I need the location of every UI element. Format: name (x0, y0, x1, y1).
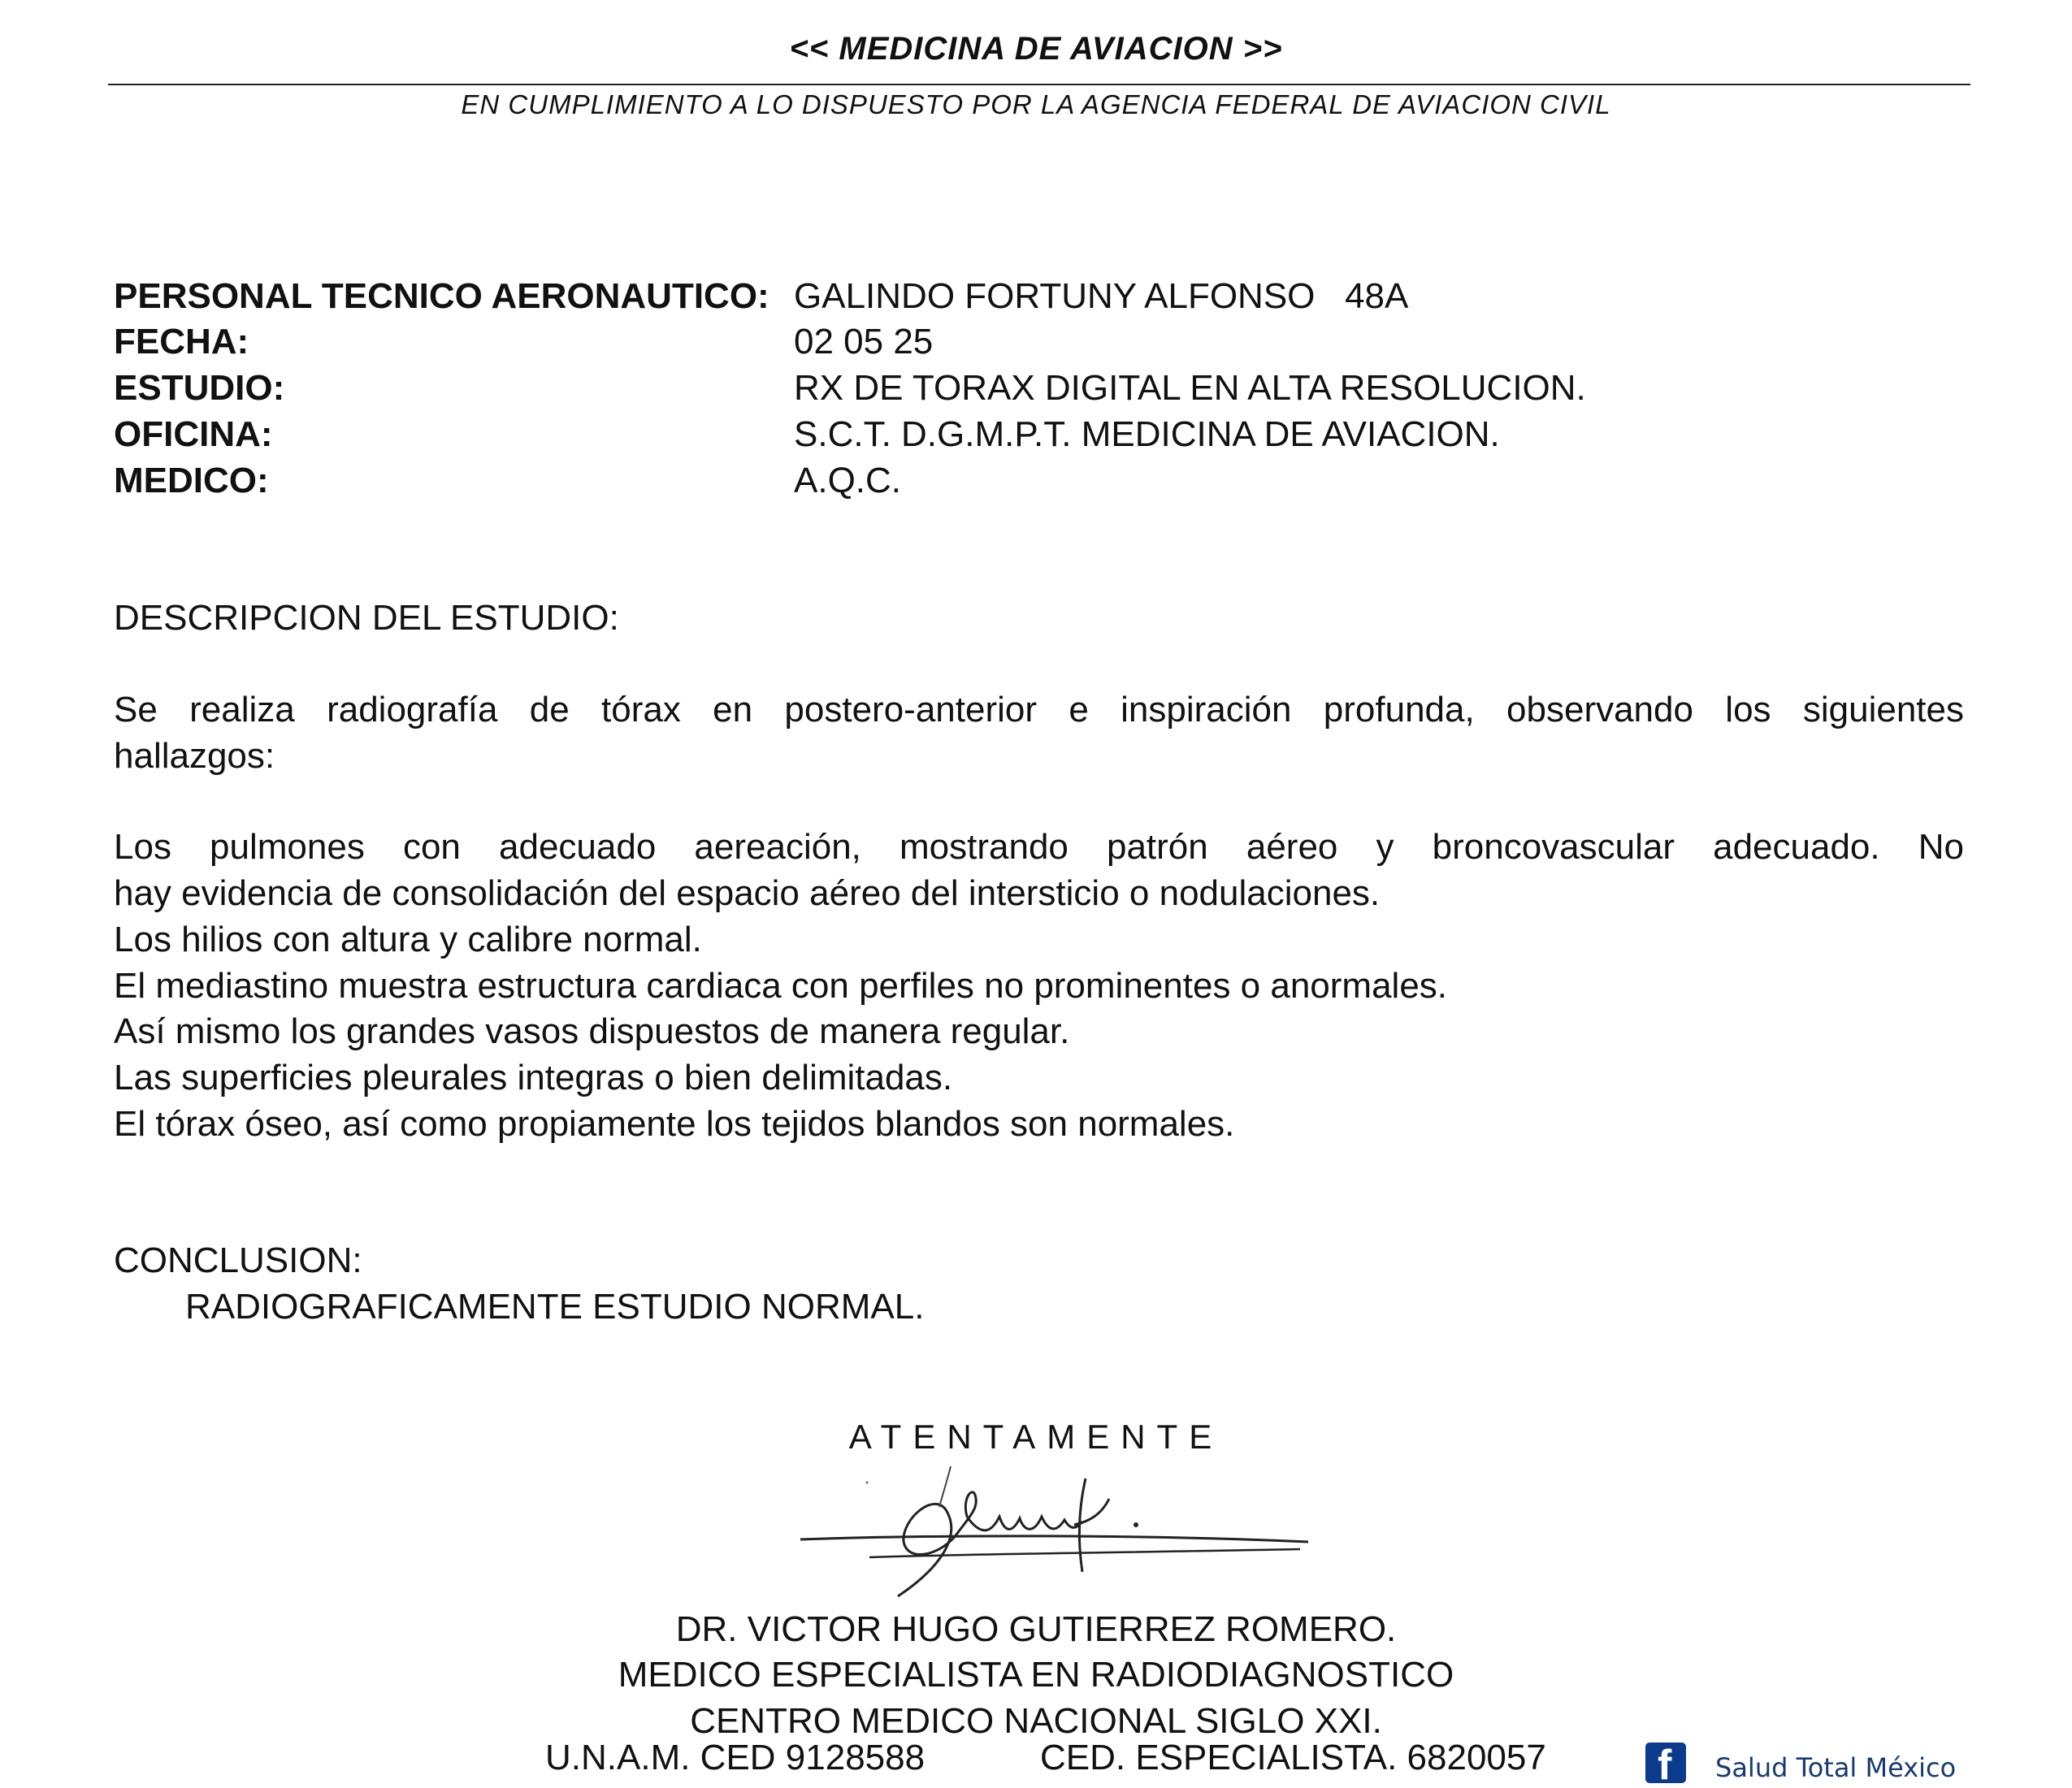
field-personal-label: PERSONAL TECNICO AERONAUTICO: (114, 276, 769, 316)
doctor-specialty: MEDICO ESPECIALISTA EN RADIODIAGNOSTICO (618, 1655, 1454, 1695)
description-heading: DESCRIPCION DEL ESTUDIO: (114, 598, 619, 638)
report-subtitle: EN CUMPLIMIENTO A LO DISPUESTO POR LA AGENCIA FEDERAL DE AVIACION CIVIL (461, 89, 1611, 119)
doctor-institution: CENTRO MEDICO NACIONAL SIGLO XXI. (690, 1701, 1382, 1741)
handwritten-signature (780, 1450, 1349, 1604)
unam-cedula: U.N.A.M. CED 9128588 (545, 1738, 925, 1777)
field-fecha-label: FECHA: (114, 322, 249, 361)
conclusion-text: RADIOGRAFICAMENTE ESTUDIO NORMAL. (185, 1287, 925, 1327)
field-estudio-label: ESTUDIO: (114, 368, 285, 408)
findings-line: El mediastino muestra estructura cardiaca con perfiles no prominentes o anormales. (114, 966, 1448, 1006)
closing-salutation: ATENTAMENTE (848, 1418, 1224, 1456)
header-divider (108, 84, 1970, 85)
specialist-cedula: CED. ESPECIALISTA. 6820057 (1040, 1738, 1546, 1777)
findings-line: Las superficies pleurales integras o bien delimitadas. (114, 1058, 953, 1097)
doctor-name: DR. VICTOR HUGO GUTIERREZ ROMERO. (675, 1609, 1397, 1649)
findings-line: Los hilios con altura y calibre normal. (114, 920, 702, 959)
findings-line: El tórax óseo, así como propiamente los tejidos blandos son normales. (114, 1104, 1235, 1144)
field-medico-value: A.Q.C. (794, 461, 902, 500)
description-intro-line: Se realiza radiografía de tórax en postero-anterior e inspiración profunda, observando los siguientes (114, 690, 1964, 729)
description-intro-line: hallazgos: (114, 736, 275, 776)
report-title: << MEDICINA DE AVIACION >> (789, 31, 1283, 67)
field-personal-value: GALINDO FORTUNY ALFONSO 48A (794, 276, 1409, 316)
findings-line: Así mismo los grandes vasos dispuestos de manera regular. (114, 1011, 1070, 1051)
findings-line: hay evidencia de consolidación del espacio aéreo del intersticio o nodulaciones. (114, 873, 1381, 913)
facebook-icon: f (1645, 1743, 1686, 1783)
conclusion-heading: CONCLUSION: (114, 1240, 362, 1280)
field-fecha-value: 02 05 25 (794, 322, 934, 361)
findings-line: Los pulmones con adecuado aereación, mostrando patrón aéreo y broncovascular adecuado. No (114, 827, 1964, 867)
field-oficina-label: OFICINA: (114, 414, 273, 454)
field-medico-label: MEDICO: (114, 461, 269, 500)
watermark-label: Salud Total México (1715, 1752, 1957, 1783)
field-estudio-value: RX DE TORAX DIGITAL EN ALTA RESOLUCION. (794, 368, 1586, 408)
field-oficina-value: S.C.T. D.G.M.P.T. MEDICINA DE AVIACION. (794, 414, 1500, 454)
